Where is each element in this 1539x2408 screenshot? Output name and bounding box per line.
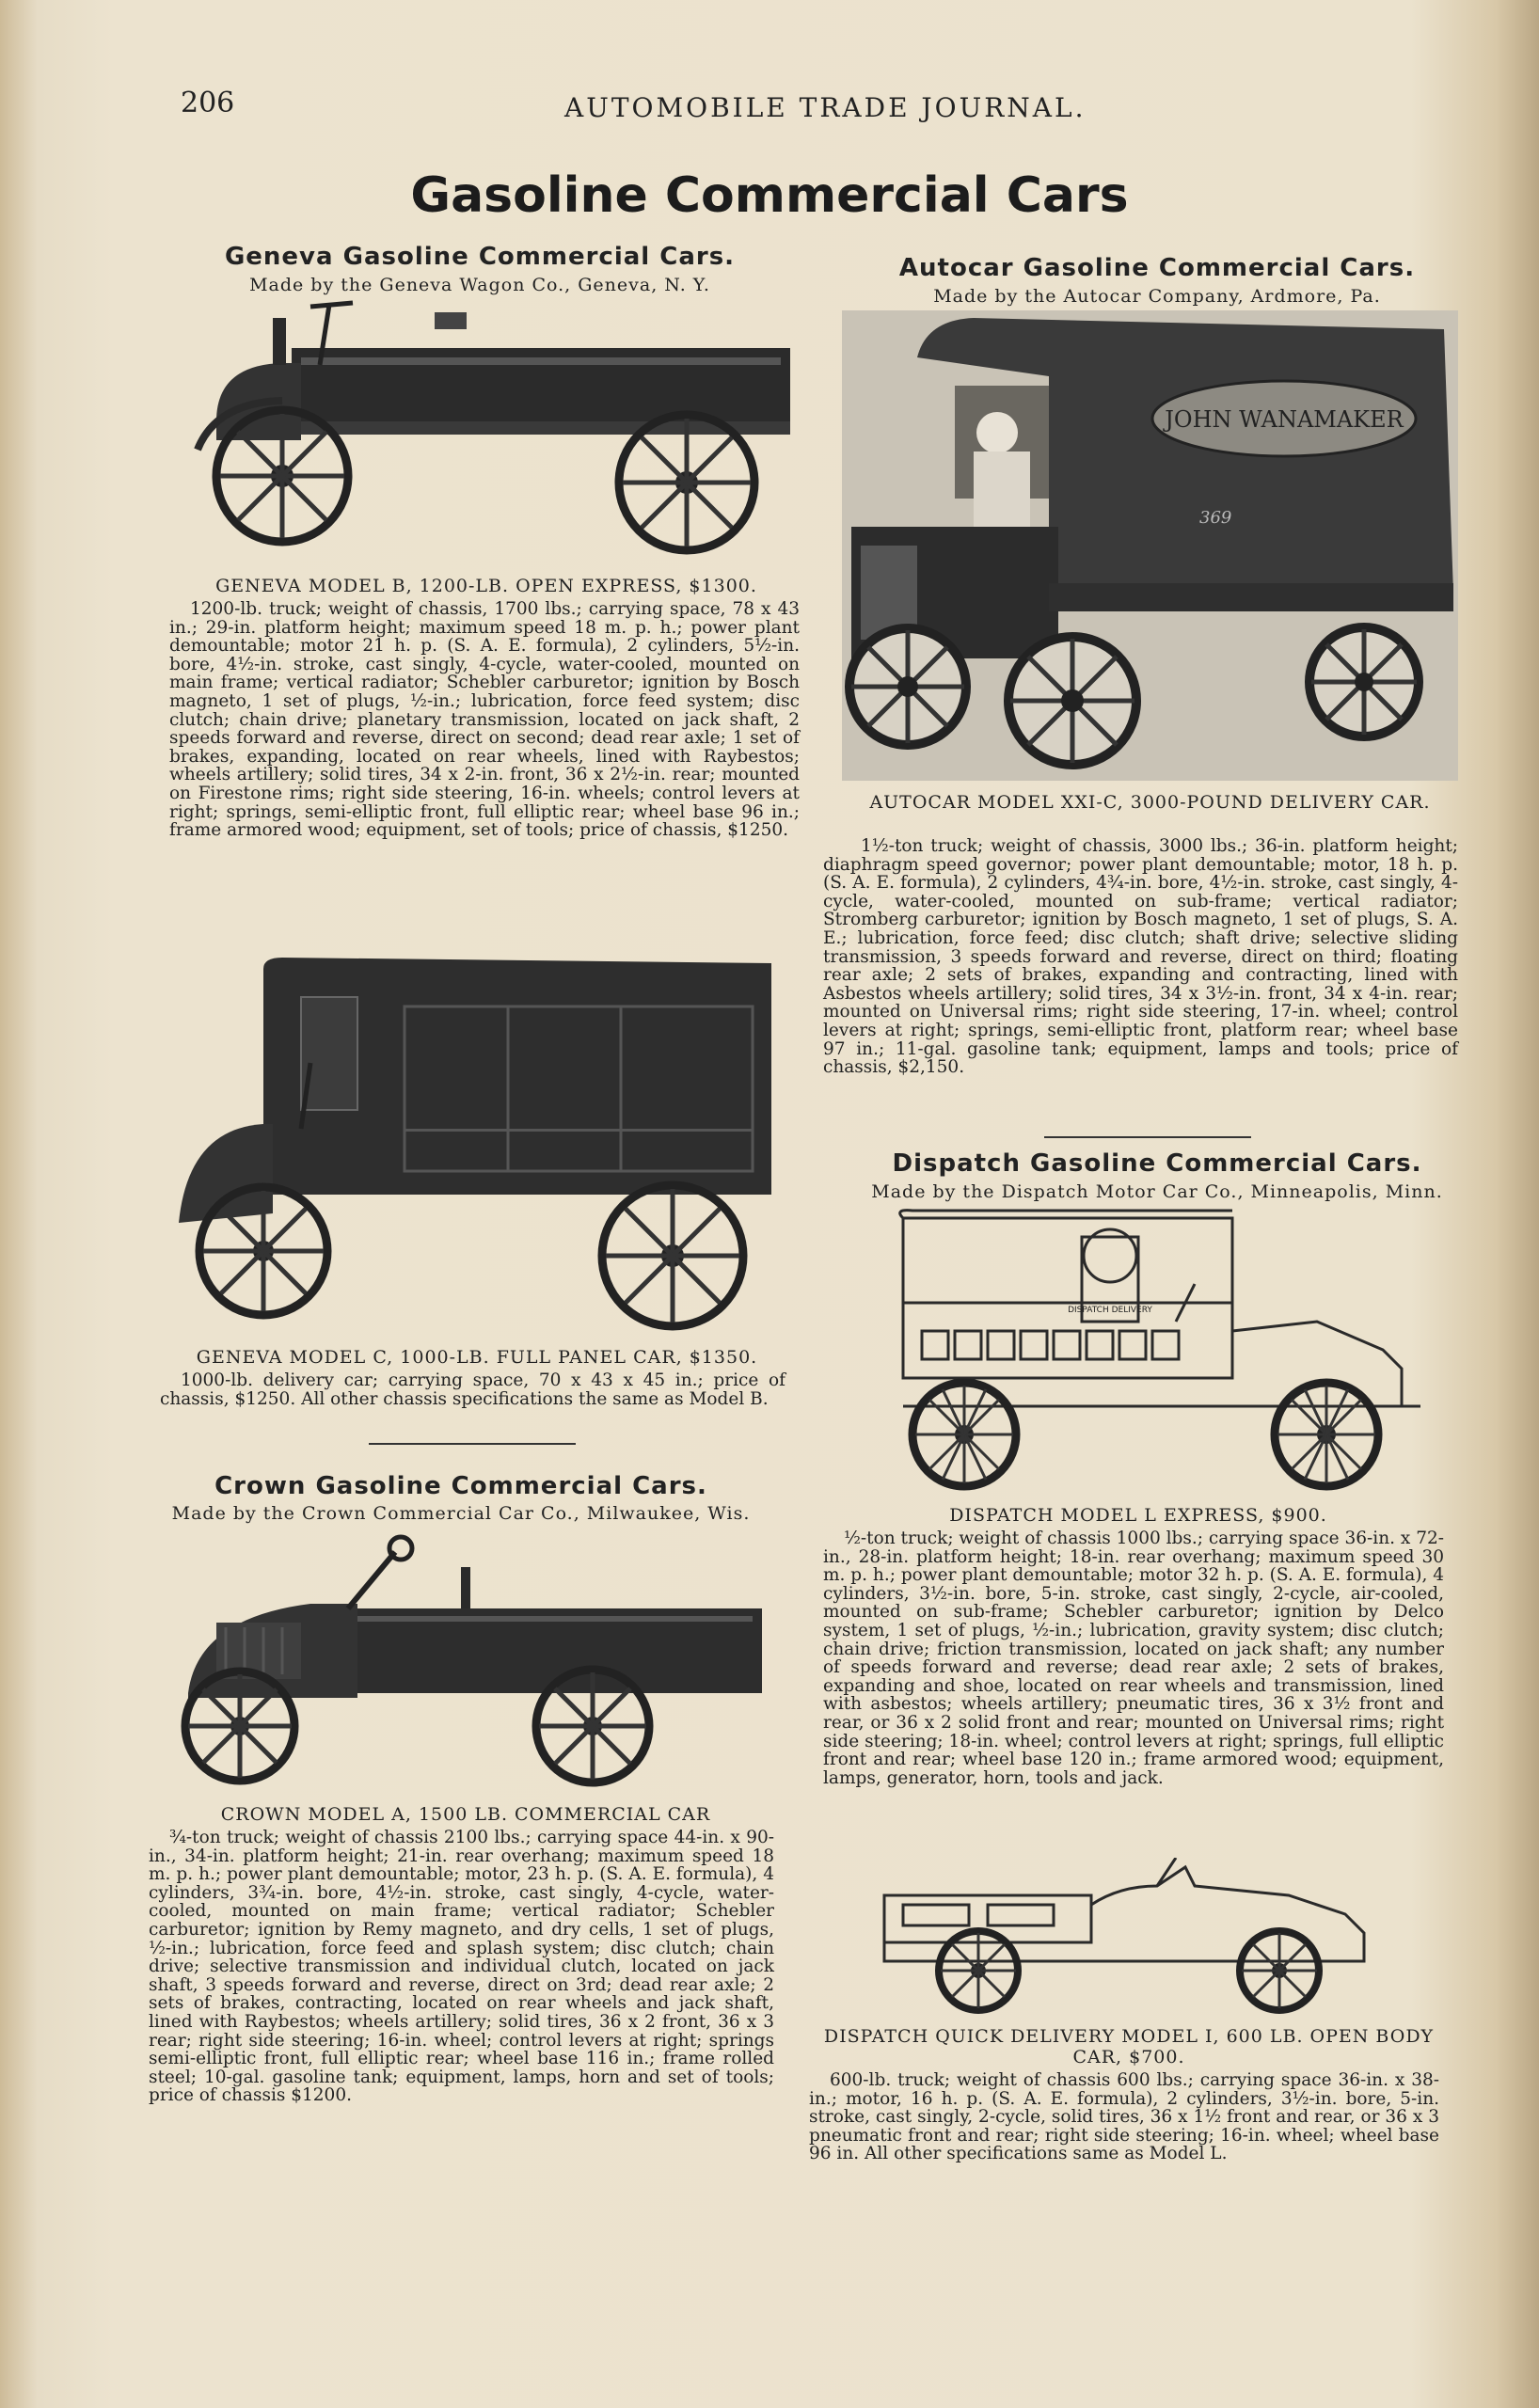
dispatch-model-l-caption: DISPATCH MODEL L EXPRESS, $900. <box>949 1505 1327 1526</box>
geneva-model-c-illustration <box>179 950 781 1336</box>
page-number: 206 <box>181 87 235 119</box>
autocar-heading: Autocar Gasoline Commercial Cars. <box>898 254 1416 282</box>
dispatch-model-l-illustration <box>894 1209 1439 1500</box>
autocar-maker: Made by the Autocar Company, Ardmore, Pa. <box>933 286 1381 307</box>
geneva-model-c-specs: 1000-lb. delivery car; carrying space, 70 x 43 x 45 in.; price of chassis, $1250. All other chassis specifications the same as Model B. <box>160 1370 785 1409</box>
geneva-model-b-specs: 1200-lb. truck; weight of chassis, 1700 lbs.; carrying space, 78 x 43 in.; 29-in. platform height; maximum speed 18 m. p. h.; power plant demountable; motor 21 h. p. (S. A. E. formula), 2 cylinders, 5½-in. bore, 4½-in. stroke, cast singly, 4-cycle, water-cooled, mounted on main frame; vertical radiator; Schebler carburetor; ignition by Bosch magneto, 1 set of plugs, ½-in.; lubrication, force feed system; disc clutch; chain drive; planetary transmission, located on jack shaft, 2 speeds forward and reverse, direct on second; dead rear axle; 1 set of brakes, expanding, located on rear wheels, lined with Raybestos; wheels artillery; solid tires, 34 x 2-in. front, 36 x 2½-in. rear; mounted on Firestone rims; right side steering, 16-in. wheels; control levers at right; springs, semi-elliptic front, full elliptic rear; wheel base 96 in.; frame armored wood; equipment, set of tools; price of chassis, $1250. <box>169 599 800 841</box>
geneva-heading: Geneva Gasoline Commercial Cars. <box>224 243 736 271</box>
page-title: Gasoline Commercial Cars <box>410 167 1129 224</box>
crown-maker: Made by the Crown Commercial Car Co., Milwaukee, Wis. <box>171 1503 751 1524</box>
dispatch-maker: Made by the Dispatch Motor Car Co., Minneapolis, Minn. <box>871 1181 1443 1202</box>
truck-number: 369 <box>1199 508 1232 528</box>
autocar-model-xxi-c-caption: AUTOCAR MODEL XXI-C, 3000-POUND DELIVERY CAR. <box>869 792 1431 813</box>
section-divider <box>1044 1136 1251 1138</box>
dispatch-heading: Dispatch Gasoline Commercial Cars. <box>892 1149 1422 1178</box>
running-header: AUTOMOBILE TRADE JOURNAL. <box>564 92 1087 123</box>
crown-heading: Crown Gasoline Commercial Cars. <box>214 1472 707 1500</box>
crown-model-a-specs: ¾-ton truck; weight of chassis 2100 lbs.; carrying space 44-in. x 90-in., 34-in. platform height; 21-in. rear overhang; maximum speed 18 m. p. h.; power plant demountable; motor, 23 h. p. (S. A. E. formula), 4 cylinders, 3¾-in. bore, 4½-in. stroke, cast singly, 4-cycle, water-cooled, mounted on main frame; vertical radiator; Schebler carburetor; ignition by Remy magneto, and dry cells, 1 set of plugs, ½-in.; lubrication, force feed and splash system; disc clutch; chain drive; selective transmission and individual clutch, located on jack shaft, 3 speeds forward and reverse, direct on 3rd; dead rear axle; 2 sets of brakes, contracting, located on rear wheels and jack shaft, lined with Raybestos; wheels artillery; solid tires, 36 x 2 front, 36 x 3 rear; right side steering; 16-in. wheel; control levers at right; springs semi-elliptic front, full elliptic rear; wheel base 116 in.; frame rolled steel; 10-gal. gasoline tank; equipment, lamps, horn and set of tools; price of chassis $1200. <box>149 1828 774 2106</box>
crown-model-a-illustration <box>160 1533 781 1787</box>
dispatch-model-i-illustration <box>875 1858 1383 2018</box>
dispatch-delivery-sign: DISPATCH DELIVERY <box>1068 1306 1152 1315</box>
geneva-model-c-caption: GENEVA MODEL C, 1000-LB. FULL PANEL CAR, $1350. <box>196 1347 758 1368</box>
autocar-model-xxi-c-illustration <box>842 310 1458 781</box>
dispatch-model-i-caption: DISPATCH QUICK DELIVERY MODEL I, 600 LB. OPEN BODY CAR, $700. <box>823 2026 1435 2067</box>
section-divider <box>369 1443 576 1445</box>
dispatch-model-i-specs: 600-lb. truck; weight of chassis 600 lbs.; carrying space 36-in. x 38-in.; motor, 16 h. p. (S. A. E. formula), 2 cylinders, 3½-in. bore, 5-in. stroke, cast singly, 2-cycle, solid tires, 36 x 1½ front and rear, or 36 x 3 pneumatic front and rear; right side steering; 16-in. wheel; wheel base 96 in. All other specifications same as Model L. <box>809 2070 1439 2164</box>
geneva-model-b-caption: GENEVA MODEL B, 1200-LB. OPEN EXPRESS, $1300. <box>215 576 757 596</box>
autocar-model-xxi-c-specs: 1½-ton truck; weight of chassis, 3000 lbs.; 36-in. platform height; diaphragm speed governor; power plant demountable; motor, 18 h. p. (S. A. E. formula), 2 cylinders, 4¾-in. bore, 4½-in. stroke, cast singly, 4-cycle, water-cooled, mounted on sub-frame; vertical radiator; Stromberg carburetor; ignition by Bosch magneto, 1 set of plugs, S. A. E.; lubrication, force feed; disc clutch; shaft drive; selective sliding transmission, 3 speeds forward and reverse, direct on third; floating rear axle; 2 sets of brakes, expanding and contracting, lined with Asbestos wheels artillery; solid tires, 34 x 3½-in. front, 34 x 4-in. rear; mounted on Universal rims; right side steering, 17-in. wheel; control levers at right; springs, semi-elliptic front, platform rear; wheel base 97 in.; 11-gal. gasoline tank; equipment, lamps and tools; price of chassis, $2,150. <box>823 836 1458 1078</box>
geneva-maker: Made by the Geneva Wagon Co., Geneva, N. Y. <box>249 275 710 295</box>
dispatch-model-l-specs: ½-ton truck; weight of chassis 1000 lbs.; carrying space 36-in. x 72-in., 28-in. platform height; 18-in. rear overhang; maximum speed 30 m. p. h.; power plant demountable; motor 32 h. p. (S. A. E. formula), 4 cylinders, 3½-in. bore, 5-in. stroke, cast singly, 2-cycle, air-cooled, mounted on sub-frame; Schebler carburetor; ignition by Delco system, 1 set of plugs, ½-in.; lubrication, gravity system; disc clutch; chain drive; friction transmission, located on jack shaft; any number of speeds forward and reverse; dead rear axle; 2 sets of brakes, expanding and shoe, located on rear wheels and transmission, lined with asbestos; wheels artillery; pneumatic tires, 36 x 3½ front and rear, or 36 x 2 solid front and rear; mounted on Universal rims; right side steering; 18-in. wheel; control levers at right; springs, full elliptic front and rear; wheel base 120 in.; frame armored wood; equipment, lamps, generator, horn, tools and jack. <box>823 1529 1444 1788</box>
wanamaker-sign: JOHN WANAMAKER <box>1165 406 1404 433</box>
crown-model-a-caption: CROWN MODEL A, 1500 LB. COMMERCIAL CAR <box>220 1804 711 1825</box>
geneva-model-b-illustration <box>179 299 800 562</box>
